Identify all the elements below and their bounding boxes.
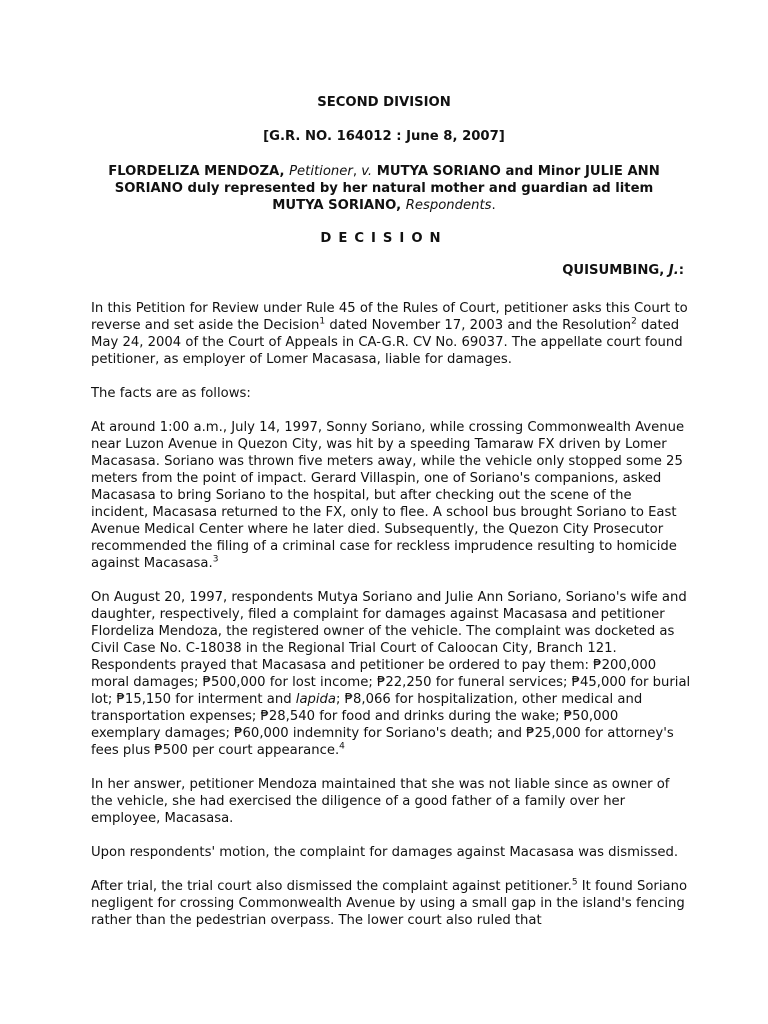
footnote-ref[interactable]: 1 bbox=[319, 316, 326, 327]
division-heading: SECOND DIVISION bbox=[317, 95, 451, 110]
versus-label: v. bbox=[361, 164, 373, 179]
footnote-ref[interactable]: 5 bbox=[571, 877, 578, 888]
paragraph-text: ; ₱8,066 for hospitalization, other medical and transportation expenses; ₱28,540 for food and drinks during the wake; ₱50,000 exemplary damages; ₱60,000 indemnity for Soriano's death; and ₱25,000 for attorney's fees plus ₱500 per court appearance. bbox=[91, 692, 674, 758]
ponente: QUISUMBING, J.: bbox=[562, 263, 684, 278]
paragraph-complaint bbox=[91, 589, 691, 759]
footnote-ref[interactable]: 4 bbox=[339, 741, 345, 752]
paragraph-text: On August 20, 1997, respondents Mutya Soriano and Julie Ann Soriano, Soriano's wife and daughter, respectively, filed a complaint for damages against Macasasa and petitioner Flordeliza Mendoza, the registered owner of the vehicle. The complaint was docketed as Civil Case No. C-18038 in the Regional Trial Court of Caloocan City, Branch 121. Respondents prayed that Macasasa and petitioner be ordered to pay them: ₱200,000 moral damages; ₱500,000 for lost income; ₱22,250 for funeral services; ₱45,000 for burial lot; ₱15,150 for interment and bbox=[91, 590, 691, 707]
petitioner-name: FLORDELIZA MENDOZA, bbox=[108, 164, 285, 179]
paragraph-text: At around 1:00 a.m., July 14, 1997, Sonny Soriano, while crossing Commonwealth Avenue near Luzon Avenue in Quezon City, was hit by a speeding Tamaraw FX driven by Lomer Macasasa. Soriano was thrown five meters away, while the vehicle only stopped some 25 meters from the point of impact. Gerard Villaspin, one of Soriano's companions, asked Macasasa to bring Soriano to the hospital, but after checking out the scene of the incident, Macasasa returned to the FX, only to flee. A school bus brought Soriano to East Avenue Medical Center where he later died. Subsequently, the Quezon City Prosecutor recommended the filing of a criminal case for reckless imprudence resulting to homicide against Macasasa. bbox=[91, 420, 685, 571]
respondents-role: Respondents bbox=[405, 198, 492, 213]
paragraph-text: dated November 17, 2003 and the Resolution bbox=[325, 318, 632, 333]
petitioner-role: Petitioner bbox=[289, 164, 353, 179]
decision-title: DECISION bbox=[320, 231, 448, 246]
paragraph-petition bbox=[91, 300, 691, 368]
italic-term: lapida bbox=[295, 692, 337, 707]
respondents-names: MUTYA SORIANO and Minor JULIE ANN SORIANO duly represented by her natural mother and guardian ad litem MUTYA SORIANO, bbox=[114, 164, 660, 213]
paragraph-text: dated May 24, 2004 of the Court of Appeals in CA-G.R. CV No. 69037. The appellate court found petitioner, as employer of Lomer Macasasa, liable for damages. bbox=[91, 318, 683, 367]
footnote-ref[interactable]: 2 bbox=[631, 316, 637, 327]
paragraph-trial bbox=[91, 878, 691, 929]
ponente-name: QUISUMBING, bbox=[562, 263, 665, 278]
paragraph-answer: In her answer, petitioner Mendoza maintained that she was not liable since as owner of the vehicle, she had exercised the diligence of a good father of a family over her employee, Macasasa. bbox=[91, 777, 670, 826]
decision-body bbox=[91, 300, 691, 946]
case-parties: FLORDELIZA MENDOZA, Petitioner, v. MUTYA SORIANO and Minor JULIE ANN SORIANO duly represented by her natural mother and guardian ad litem MUTYA SORIANO, Respondents. bbox=[108, 164, 660, 213]
paragraph-facts bbox=[91, 419, 691, 572]
case-number: [G.R. NO. 164012 : June 8, 2007] bbox=[263, 129, 505, 144]
footnote-ref[interactable]: 3 bbox=[212, 554, 219, 565]
ponente-suffix: J. bbox=[668, 263, 679, 278]
paragraph-text: After trial, the trial court also dismissed the complaint against petitioner. bbox=[91, 879, 572, 894]
paragraph-text: In this Petition for Review under Rule 45 of the Rules of Court, petitioner asks this Court to reverse and set aside the Decision bbox=[91, 301, 688, 333]
paragraph-text: It found Soriano negligent for crossing Commonwealth Avenue by using a small gap in the island's fencing rather than the pedestrian overpass. The lower court also ruled that bbox=[91, 879, 688, 928]
paragraph-facts-intro: The facts are as follows: bbox=[91, 386, 251, 401]
paragraph-dismissal: Upon respondents' motion, the complaint for damages against Macasasa was dismissed. bbox=[91, 845, 679, 860]
